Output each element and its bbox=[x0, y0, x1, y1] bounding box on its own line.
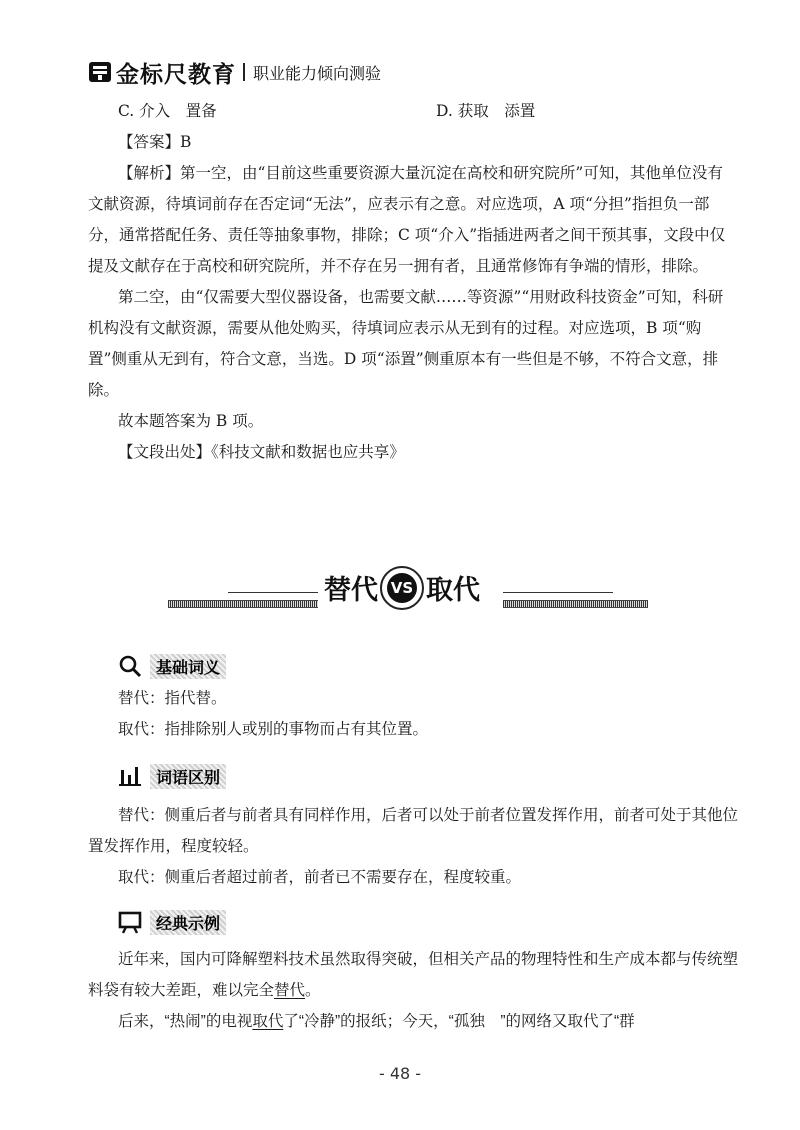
analysis-para-1: 【解析】第一空，由“目前这些重要资源大量沉淀在高校和研究院所”可知，其他单位没有文献资源，待填词前存在否定词“无法”，应表示有之意。对应选项，A 项“分担”指担负一部分，通常搭配任务、责任等抽象事物，排除；C 项“介入”指插进两者之间干预其事，文段中仅提及文献存在于高校和研究院所，并不存在另一拥有者，且通常修饰有争端的情形，排除。 bbox=[88, 164, 726, 275]
section-basic-body bbox=[118, 683, 738, 745]
magnifier-icon bbox=[118, 654, 142, 678]
page-number: - 48 - bbox=[378, 1064, 422, 1083]
section-basic-header bbox=[118, 652, 226, 680]
options-row bbox=[118, 96, 738, 127]
basic-line-2: 取代：指排除别人或别的事物而占有其位置。 bbox=[118, 721, 429, 738]
answer-line: 【答案】B bbox=[118, 133, 192, 151]
diff-line-2: 取代：侧重后者超过前者，前者已不需要存在，程度较重。 bbox=[118, 869, 522, 886]
diff-line-1: 替代：侧重后者与前者具有同样作用，后者可以处于前者位置发挥作用，前者可处于其他位置发挥作用，程度较轻。 bbox=[88, 807, 739, 855]
example-2: 后来，“热闹”的电视取代了“冷静”的报纸；今天，“孤独 ”的网络又取代了“群 bbox=[118, 1013, 635, 1030]
versus-left-word: 替代 bbox=[324, 575, 378, 606]
section-diff-body bbox=[88, 800, 738, 893]
presentation-board-icon bbox=[118, 910, 142, 934]
basic-line-1: 替代：指代替。 bbox=[118, 690, 227, 707]
divider-line-left bbox=[228, 592, 318, 593]
vs-badge: VS bbox=[387, 573, 417, 603]
option-c: C. 介入 置备 bbox=[118, 102, 217, 120]
versus-right-word: 取代 bbox=[426, 575, 480, 606]
analysis-para-2: 第二空，由“仅需要大型仪器设备，也需要文献……等资源”“用财政科技资金”可知，科研机构没有文献资源，需要从他处购买，待填词应表示从无到有的过程。对应选项，B 项“购置”侧重从无到有，符合文意，当选。D 项“添置”侧重原本有一些但是不够，不符合文意，排除。 bbox=[88, 288, 724, 399]
example-2-keyword: 取代 bbox=[252, 1013, 284, 1030]
section-diff-header bbox=[118, 762, 226, 790]
section-diff-title: 词语区别 bbox=[150, 764, 226, 789]
analysis-conclusion: 故本题答案为 B 项。 bbox=[118, 412, 264, 430]
divider-band-left bbox=[168, 600, 318, 608]
header-subtitle: 职业能力倾向测验 bbox=[253, 63, 382, 83]
page-header bbox=[88, 58, 381, 86]
brand-name: 金标尺教育 bbox=[116, 61, 236, 88]
versus-divider bbox=[168, 560, 648, 620]
section-example-header bbox=[118, 908, 226, 936]
brand-logo-icon bbox=[88, 61, 112, 83]
divider-line-right bbox=[503, 592, 613, 593]
example-1: 近年来，国内可降解塑料技术虽然取得突破，但相关产品的物理特性和生产成本都与传统塑料袋有较大差距，难以完全替代。 bbox=[88, 951, 739, 999]
analysis-block bbox=[88, 127, 738, 468]
bar-chart-icon bbox=[118, 764, 142, 788]
section-example-body bbox=[88, 944, 738, 1037]
section-example-title: 经典示例 bbox=[150, 910, 226, 935]
option-d: D. 获取 添置 bbox=[436, 102, 536, 120]
divider-band-right bbox=[503, 600, 648, 608]
header-separator bbox=[243, 63, 245, 81]
source-line: 【文段出处】《科技文献和数据也应共享》 bbox=[118, 443, 405, 461]
example-1-keyword: 替代 bbox=[274, 982, 306, 999]
section-basic-title: 基础词义 bbox=[150, 654, 226, 679]
